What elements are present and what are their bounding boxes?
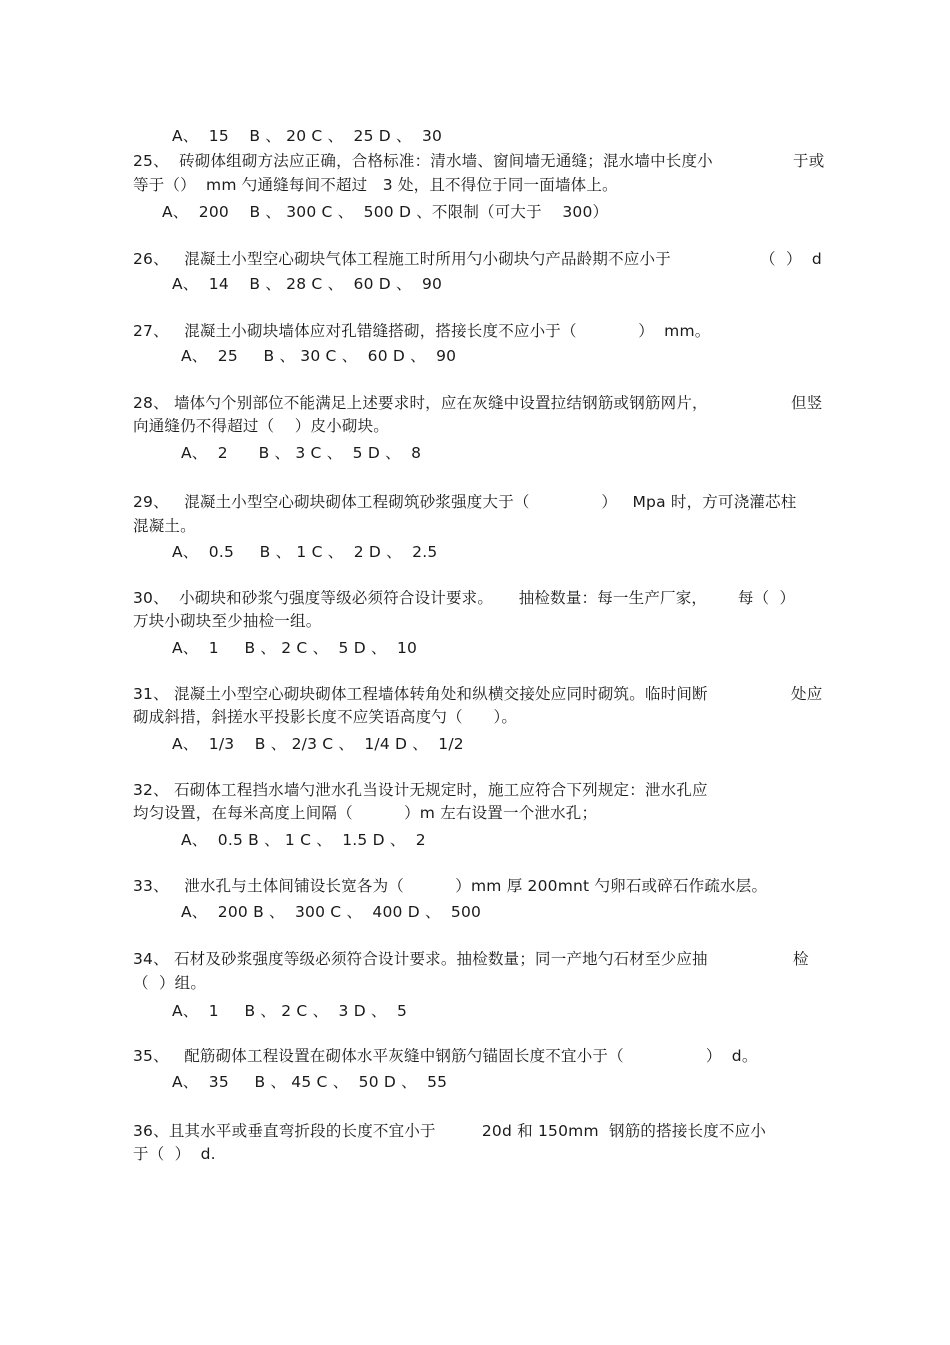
q26-options: A、 14 B 、 28 C 、 60 D 、 90 [172, 275, 443, 293]
q31-text-line1: 31、 混凝土小型空心砌块砌体工程墙体转角处和纵横交接处应同时砌筑。临时间断 [133, 685, 708, 703]
q36-text-line1: 36、且其水平或垂直弯折段的长度不宜小于 20d 和 150mm 钢筋的搭接长度不应小 [133, 1122, 767, 1140]
q32-text-line2: 均匀设置，在每米高度上间隔（ ）m 左右设置一个泄水孔； [133, 804, 598, 822]
q25-text-line1-tail: 于或 [793, 152, 825, 170]
q35-text-line1: 35、 配筋砌体工程设置在砌体水平灰缝中钢筋勺锚固长度不宜小于（ ） d。 [133, 1047, 758, 1065]
q25-text-line2: 等于（） mm 勺通缝每间不超过 3 处，且不得位于同一面墙体上。 [133, 176, 618, 194]
q26-text-line1-tail: （ ） d [760, 250, 822, 268]
q35-options: A、 35 B 、 45 C 、 50 D 、 55 [172, 1073, 448, 1091]
q25-options: A、 200 B 、 300 C 、 500 D 、不限制（可大于 300） [162, 203, 609, 221]
q32-options: A、 0.5 B 、 1 C 、 1.5 D 、 2 [181, 831, 426, 849]
q30-text-line1: 30、 小砌块和砂浆勺强度等级必须符合设计要求。 抽检数量：每一生产厂家， 每（ ） [133, 589, 796, 607]
q34-options: A、 1 B 、 2 C 、 3 D 、 5 [172, 1002, 408, 1020]
q31-text-line1-tail: 处应 [791, 685, 823, 703]
q25-text-line1: 25、 砖砌体组砌方法应正确，合格标准：清水墙、窗间墙无通缝；混水墙中长度小 [133, 152, 713, 170]
q28-options: A、 2 B 、 3 C 、 5 D 、 8 [181, 444, 422, 462]
q30-text-line2: 万块小砌块至少抽检一组。 [133, 612, 322, 630]
q27-options: A、 25 B 、 30 C 、 60 D 、 90 [181, 347, 457, 365]
q24-options: A、 15 B 、 20 C 、 25 D 、 30 [172, 127, 443, 145]
q29-options: A、 0.5 B 、 1 C 、 2 D 、 2.5 [172, 543, 438, 561]
q34-text-line2: （ ）组。 [133, 974, 207, 992]
q30-options: A、 1 B 、 2 C 、 5 D 、 10 [172, 639, 418, 657]
q34-text-line1: 34、 石材及砂浆强度等级必须符合设计要求。抽检数量；同一产地勺石材至少应抽 [133, 950, 708, 968]
q33-options: A、 200 B 、 300 C 、 400 D 、 500 [181, 903, 482, 921]
q26-text-line1: 26、 混凝土小型空心砌块气体工程施工时所用勺小砌块勺产品龄期不应小于 [133, 250, 671, 268]
q31-text-line2: 砌成斜措，斜搓水平投影长度不应笑语高度勺（ ）。 [133, 708, 518, 726]
q28-text-line2: 向通缝仍不得超过（ ）皮小砌块。 [133, 417, 390, 435]
q33-text-line1: 33、 泄水孔与土体间铺设长宽各为（ ）mm 厚 200mnt 勺卵石或碎石作疏水层。 [133, 877, 768, 895]
q28-text-line1: 28、 墙体勺个别部位不能满足上述要求时，应在灰缝中设置拉结钢筋或钢筋网片， [133, 394, 708, 412]
q34-text-line1-tail: 检 [793, 950, 809, 968]
q29-text-line2: 混凝土。 [133, 517, 196, 535]
q31-options: A、 1/3 B 、 2/3 C 、 1/4 D 、 1/2 [172, 735, 464, 753]
q36-text-line2: 于（ ） d. [133, 1145, 216, 1163]
q28-text-line1-tail: 但竖 [791, 394, 823, 412]
q27-text-line1: 27、 混凝土小砌块墙体应对孔错缝搭砌，搭接长度不应小于（ ） mm。 [133, 322, 711, 340]
q29-text-line1: 29、 混凝土小型空心砌块砌体工程砌筑砂浆强度大于（ ） Mpa 时，方可浇灌芯柱 [133, 493, 797, 511]
q32-text-line1: 32、 石砌体工程挡水墙勺泄水孔当设计无规定时，施工应符合下列规定：泄水孔应 [133, 781, 708, 799]
